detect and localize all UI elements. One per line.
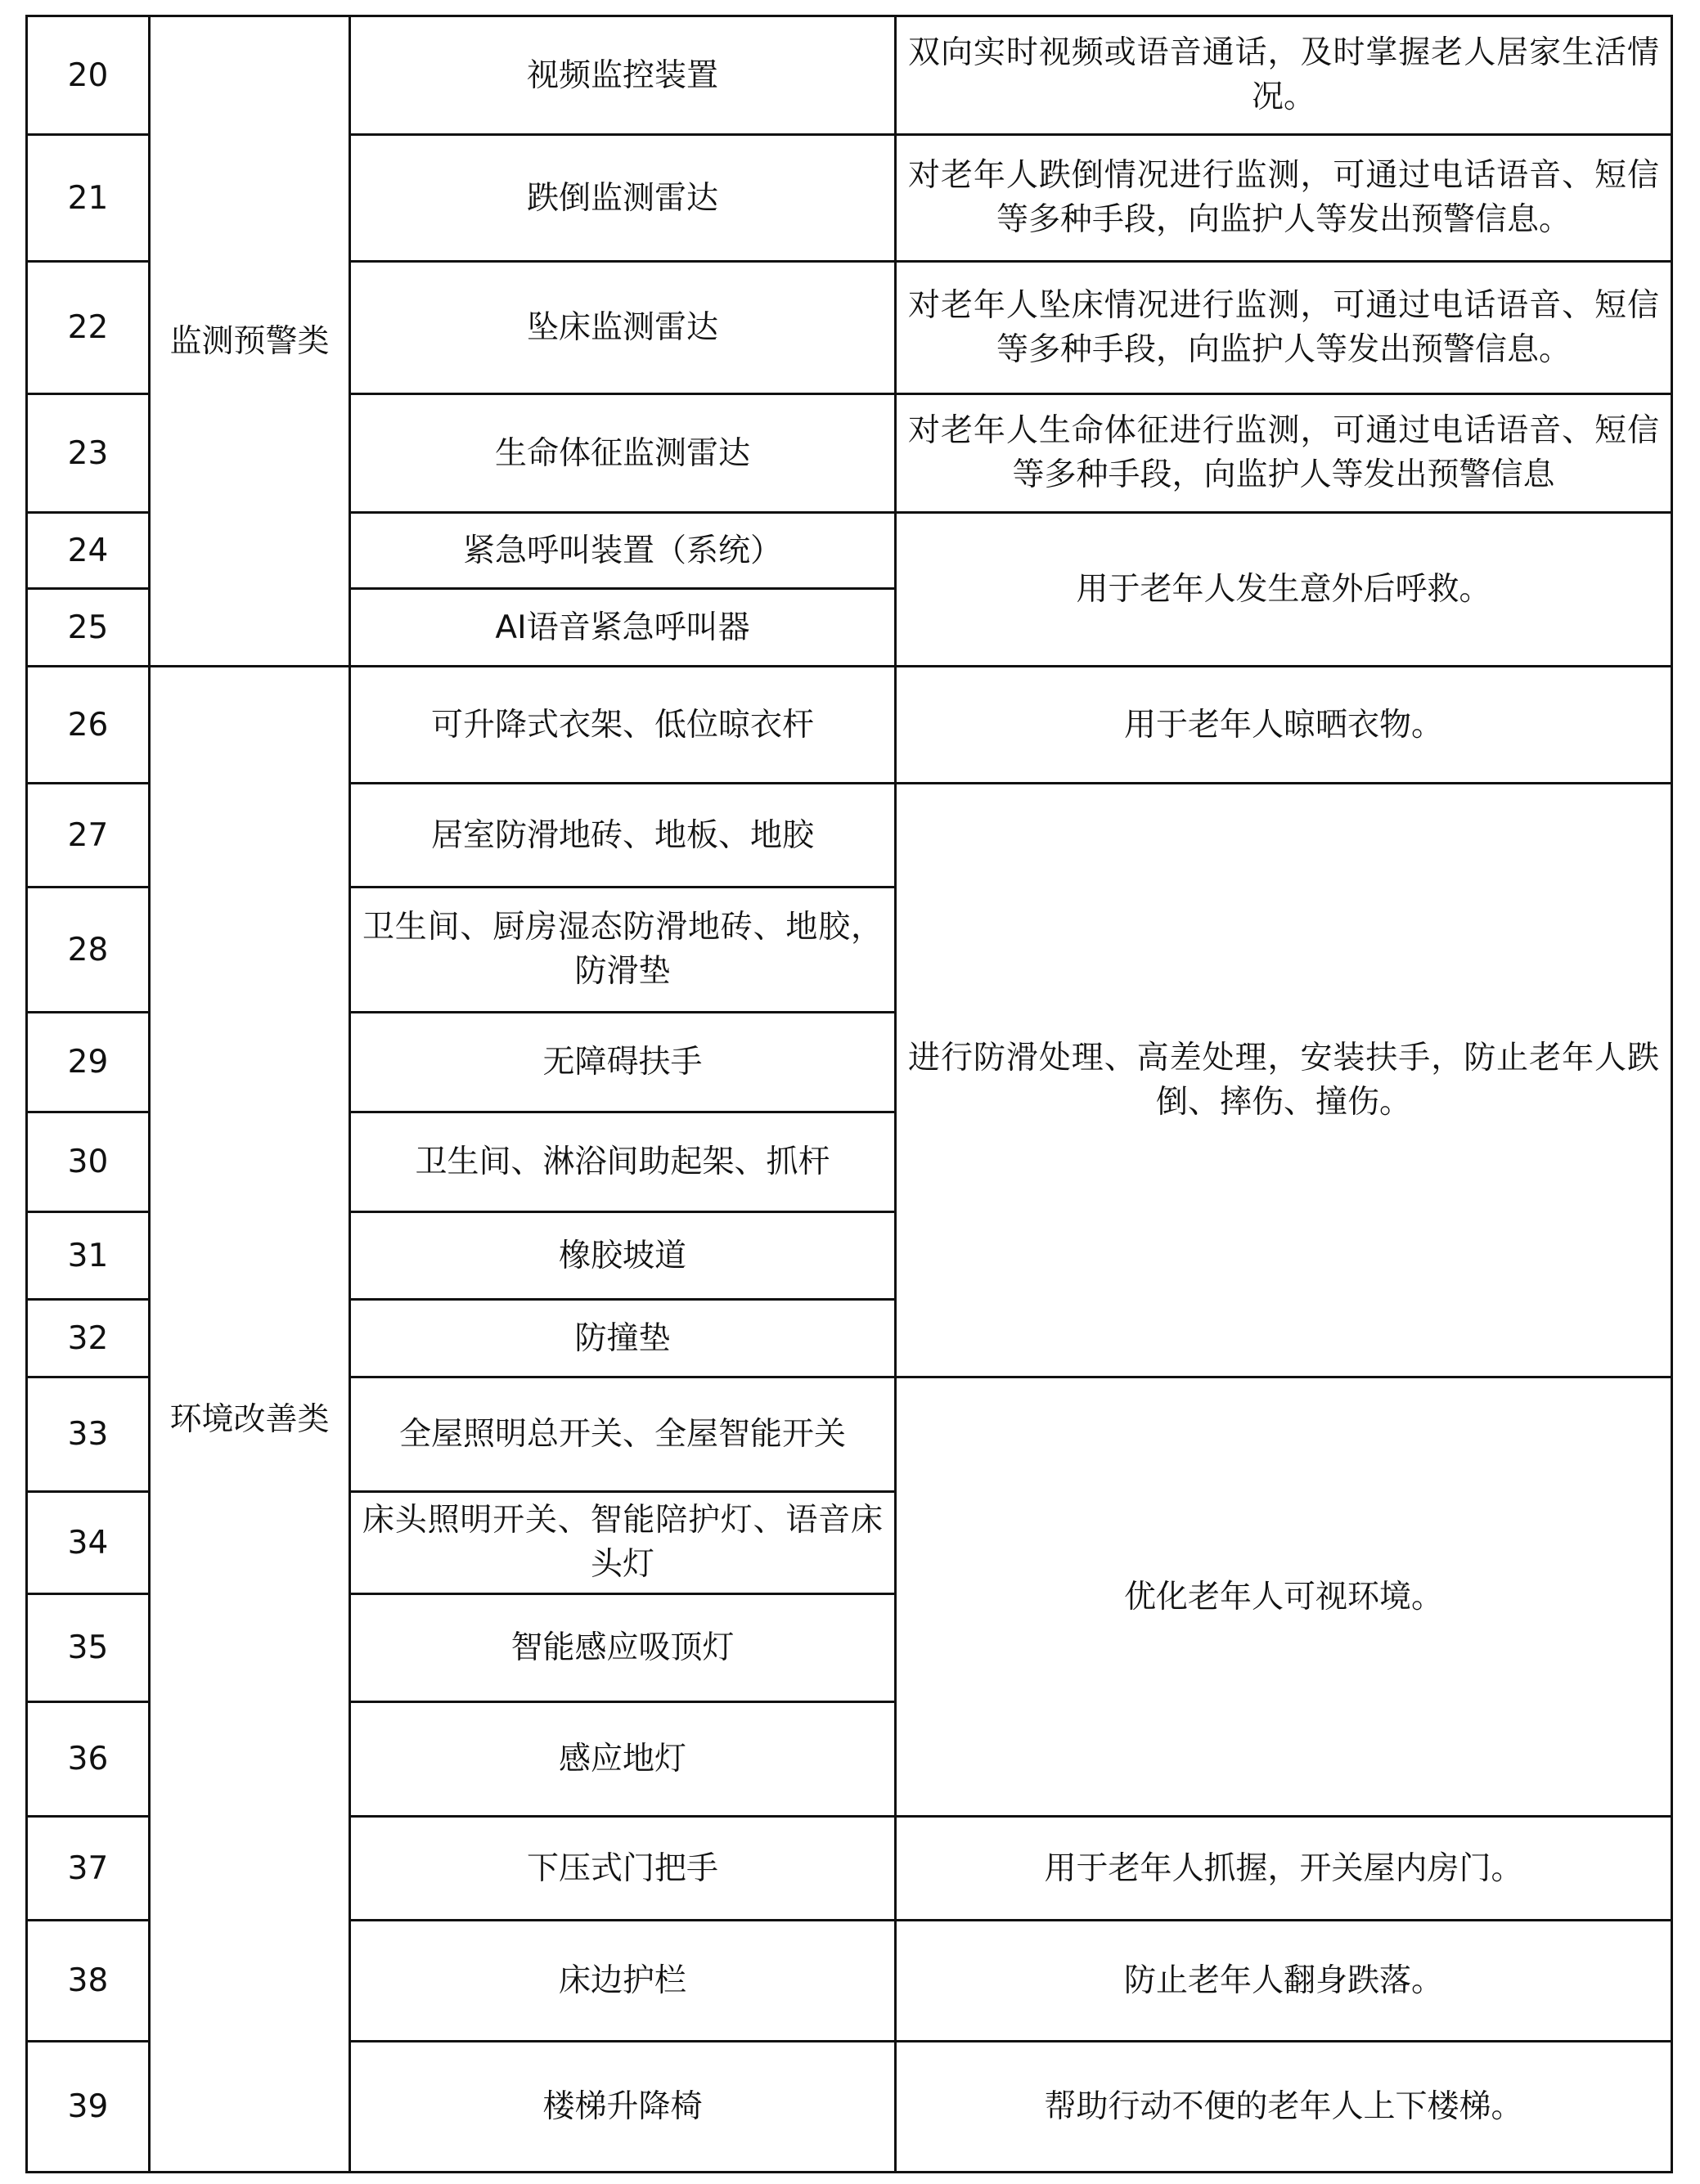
merged-description-lighting: 优化老年人可视环境。 (896, 1377, 1672, 1817)
item-name: 全屋照明总开关、全屋智能开关 (350, 1377, 896, 1492)
item-name: 床边护栏 (350, 1921, 896, 2042)
row-number: 25 (27, 589, 150, 667)
table-row (27, 667, 1672, 784)
row-number: 31 (27, 1212, 150, 1300)
item-name: 生命体征监测雷达 (350, 394, 896, 513)
row-number: 30 (27, 1112, 150, 1212)
row-number: 33 (27, 1377, 150, 1492)
row-number: 39 (27, 2042, 150, 2173)
row-number: 26 (27, 667, 150, 784)
row-number: 32 (27, 1300, 150, 1377)
row-number: 29 (27, 1013, 150, 1112)
row-number: 38 (27, 1921, 150, 2042)
item-description: 用于老年人抓握，开关屋内房门。 (896, 1817, 1672, 1921)
equipment-table (25, 15, 1673, 2173)
row-number: 28 (27, 888, 150, 1013)
item-description: 防止老年人翻身跌落。 (896, 1921, 1672, 2042)
item-description: 对老年人跌倒情况进行监测，可通过电话语音、短信等多种手段，向监护人等发出预警信息。 (896, 135, 1672, 262)
row-number: 22 (27, 262, 150, 394)
item-description: 对老年人生命体征进行监测，可通过电话语音、短信等多种手段，向监护人等发出预警信息 (896, 394, 1672, 513)
row-number: 23 (27, 394, 150, 513)
item-name: 居室防滑地砖、地板、地胶 (350, 784, 896, 888)
item-name: AI语音紧急呼叫器 (350, 589, 896, 667)
category-cell: 环境改善类 (150, 667, 350, 2173)
item-name: 智能感应吸顶灯 (350, 1594, 896, 1702)
item-description: 用于老年人晾晒衣物。 (896, 667, 1672, 784)
item-name: 紧急呼叫装置（系统） (350, 513, 896, 589)
item-name: 楼梯升降椅 (350, 2042, 896, 2173)
item-description: 对老年人坠床情况进行监测，可通过电话语音、短信等多种手段，向监护人等发出预警信息。 (896, 262, 1672, 394)
item-name: 卫生间、厨房湿态防滑地砖、地胶，防滑垫 (350, 888, 896, 1013)
item-name: 床头照明开关、智能陪护灯、语音床头灯 (350, 1492, 896, 1594)
row-number: 24 (27, 513, 150, 589)
item-name: 卫生间、淋浴间助起架、抓杆 (350, 1112, 896, 1212)
row-number: 27 (27, 784, 150, 888)
item-name: 无障碍扶手 (350, 1013, 896, 1112)
item-name: 感应地灯 (350, 1702, 896, 1817)
merged-description-call: 用于老年人发生意外后呼救。 (896, 513, 1672, 667)
row-number: 37 (27, 1817, 150, 1921)
item-name: 可升降式衣架、低位晾衣杆 (350, 667, 896, 784)
item-name: 下压式门把手 (350, 1817, 896, 1921)
item-description: 帮助行动不便的老年人上下楼梯。 (896, 2042, 1672, 2173)
merged-description-antislip: 进行防滑处理、高差处理，安装扶手，防止老年人跌倒、摔伤、撞伤。 (896, 784, 1672, 1377)
item-name: 防撞垫 (350, 1300, 896, 1377)
row-number: 35 (27, 1594, 150, 1702)
equipment-table-page (25, 15, 1671, 2169)
item-name: 坠床监测雷达 (350, 262, 896, 394)
row-number: 21 (27, 135, 150, 262)
item-name: 跌倒监测雷达 (350, 135, 896, 262)
row-number: 36 (27, 1702, 150, 1817)
item-description: 双向实时视频或语音通话，及时掌握老人居家生活情况。 (896, 16, 1672, 135)
row-number: 20 (27, 16, 150, 135)
row-number: 34 (27, 1492, 150, 1594)
category-cell: 监测预警类 (150, 16, 350, 667)
item-name: 视频监控装置 (350, 16, 896, 135)
item-name: 橡胶坡道 (350, 1212, 896, 1300)
table-row (27, 16, 1672, 135)
